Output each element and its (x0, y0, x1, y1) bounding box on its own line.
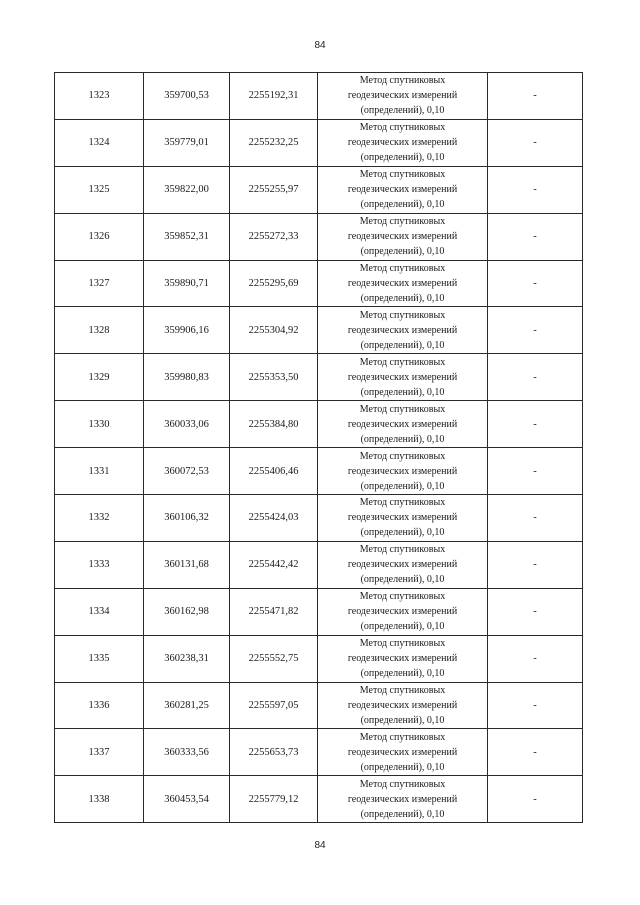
method-line: геодезических измерений (347, 184, 458, 196)
point-number-cell: 1333 (55, 541, 144, 588)
coordinate-x-cell: 360106,32 (144, 495, 230, 542)
method-cell (318, 635, 488, 682)
coordinate-x-cell: 360333,56 (144, 729, 230, 776)
method-line: геодезических измерений (347, 465, 458, 477)
note-cell: - (488, 354, 583, 401)
method-line: (определений), 0,10 (360, 574, 445, 586)
point-number-cell: 1330 (55, 401, 144, 448)
method-line: (определений), 0,10 (360, 246, 445, 258)
table-row (55, 588, 583, 635)
page-number-top: 84 (314, 40, 326, 51)
point-number-cell: 1337 (55, 729, 144, 776)
method-line: геодезических измерений (347, 606, 458, 618)
method-cell (318, 213, 488, 260)
method-line: Метод спутниковых (359, 778, 446, 790)
coordinate-x-cell: 359906,16 (144, 307, 230, 354)
method-line: (определений), 0,10 (360, 621, 445, 633)
coordinates-table-body (55, 73, 583, 823)
note-cell: - (488, 729, 583, 776)
method-line: (определений), 0,10 (360, 152, 445, 164)
method-cell (318, 354, 488, 401)
coordinate-x-cell: 360131,68 (144, 541, 230, 588)
note-cell: - (488, 541, 583, 588)
table-row (55, 166, 583, 213)
method-line: (определений), 0,10 (360, 105, 445, 117)
point-number-cell: 1338 (55, 776, 144, 823)
coordinate-y-cell: 2255442,42 (230, 541, 318, 588)
method-line: (определений), 0,10 (360, 715, 445, 727)
coordinate-x-cell: 360281,25 (144, 682, 230, 729)
method-line: геодезических измерений (347, 371, 458, 383)
method-line: Метод спутниковых (359, 591, 446, 603)
table-row (55, 635, 583, 682)
method-cell (318, 119, 488, 166)
coordinate-y-cell: 2255471,82 (230, 588, 318, 635)
method-line: (определений), 0,10 (360, 293, 445, 304)
method-line: (определений), 0,10 (360, 386, 445, 398)
note-cell: - (488, 166, 583, 213)
note-cell: - (488, 401, 583, 448)
note-cell: - (488, 776, 583, 823)
note-cell: - (488, 73, 583, 120)
table-row (55, 73, 583, 120)
coordinate-x-cell: 360072,53 (144, 448, 230, 495)
point-number-cell: 1323 (55, 73, 144, 120)
method-line: геодезических измерений (347, 231, 458, 243)
coordinate-x-cell: 360453,54 (144, 776, 230, 823)
method-line: Метод спутниковых (359, 638, 446, 650)
table-row (55, 401, 583, 448)
method-line: геодезических измерений (347, 793, 458, 805)
method-line: геодезических измерений (347, 278, 458, 289)
method-line: Метод спутниковых (359, 75, 446, 87)
method-cell (318, 495, 488, 542)
table-row (55, 541, 583, 588)
note-cell: - (488, 119, 583, 166)
table-row (55, 776, 583, 823)
method-line: Метод спутниковых (359, 403, 446, 415)
method-line: Метод спутниковых (359, 263, 446, 274)
method-line: Метод спутниковых (359, 731, 446, 743)
method-line: геодезических измерений (347, 137, 458, 149)
coordinate-x-cell: 359852,31 (144, 213, 230, 260)
coordinate-y-cell: 2255384,80 (230, 401, 318, 448)
coordinates-table (54, 72, 583, 823)
note-cell: - (488, 682, 583, 729)
point-number-cell: 1334 (55, 588, 144, 635)
method-cell (318, 776, 488, 823)
coordinate-y-cell: 2255192,31 (230, 73, 318, 120)
coordinate-y-cell: 2255424,03 (230, 495, 318, 542)
point-number-cell: 1336 (55, 682, 144, 729)
table-row (55, 213, 583, 260)
method-line: Метод спутниковых (359, 544, 446, 556)
method-cell (318, 166, 488, 213)
method-line: (определений), 0,10 (360, 808, 445, 820)
method-line: геодезических измерений (347, 700, 458, 712)
note-cell: - (488, 495, 583, 542)
coordinate-y-cell: 2255779,12 (230, 776, 318, 823)
point-number-cell: 1328 (55, 307, 144, 354)
method-line: геодезических измерений (347, 559, 458, 571)
method-cell (318, 260, 488, 307)
method-line: Метод спутниковых (359, 309, 446, 321)
point-number-cell: 1331 (55, 448, 144, 495)
method-line: геодезических измерений (347, 90, 458, 102)
method-line: Метод спутниковых (359, 450, 446, 462)
method-cell (318, 307, 488, 354)
method-line: Метод спутниковых (359, 169, 446, 181)
method-line: Метод спутниковых (359, 685, 446, 697)
coordinate-x-cell: 359822,00 (144, 166, 230, 213)
method-cell (318, 588, 488, 635)
method-line: (определений), 0,10 (360, 480, 445, 492)
method-cell (318, 541, 488, 588)
method-line: (определений), 0,10 (360, 433, 445, 445)
method-line: геодезических измерений (347, 324, 458, 336)
point-number-cell: 1325 (55, 166, 144, 213)
coordinate-y-cell: 2255597,05 (230, 682, 318, 729)
page-number-bottom: 84 (314, 840, 326, 851)
method-line: геодезических измерений (347, 418, 458, 430)
table-row (55, 448, 583, 495)
method-line: (определений), 0,10 (360, 199, 445, 211)
note-cell: - (488, 448, 583, 495)
method-line: геодезических измерений (347, 512, 458, 524)
point-number-cell: 1327 (55, 260, 144, 307)
method-line: Метод спутниковых (359, 497, 446, 509)
coordinate-y-cell: 2255653,73 (230, 729, 318, 776)
method-line: Метод спутниковых (359, 356, 446, 368)
method-line: геодезических измерений (347, 653, 458, 665)
method-line: (определений), 0,10 (360, 668, 445, 680)
coordinate-y-cell: 2255232,25 (230, 119, 318, 166)
method-cell (318, 682, 488, 729)
coordinate-x-cell: 359779,01 (144, 119, 230, 166)
point-number-cell: 1324 (55, 119, 144, 166)
table-row (55, 260, 583, 307)
method-line: (определений), 0,10 (360, 761, 445, 773)
coordinate-y-cell: 2255552,75 (230, 635, 318, 682)
coordinate-x-cell: 360033,06 (144, 401, 230, 448)
method-line: Метод спутниковых (359, 122, 446, 134)
method-cell (318, 729, 488, 776)
table-row (55, 307, 583, 354)
coordinate-x-cell: 360162,98 (144, 588, 230, 635)
point-number-cell: 1335 (55, 635, 144, 682)
note-cell: - (488, 213, 583, 260)
coordinate-y-cell: 2255406,46 (230, 448, 318, 495)
note-cell: - (488, 260, 583, 307)
method-line: (определений), 0,10 (360, 339, 445, 351)
point-number-cell: 1329 (55, 354, 144, 401)
method-cell (318, 73, 488, 120)
table-row (55, 354, 583, 401)
coordinate-y-cell: 2255255,97 (230, 166, 318, 213)
table-row (55, 682, 583, 729)
coordinate-x-cell: 359700,53 (144, 73, 230, 120)
coordinate-x-cell: 360238,31 (144, 635, 230, 682)
note-cell: - (488, 635, 583, 682)
note-cell: - (488, 588, 583, 635)
method-line: геодезических измерений (347, 746, 458, 758)
point-number-cell: 1332 (55, 495, 144, 542)
method-line: Метод спутниковых (359, 216, 446, 228)
method-cell (318, 448, 488, 495)
coordinate-y-cell: 2255304,92 (230, 307, 318, 354)
coordinate-x-cell: 359890,71 (144, 260, 230, 307)
method-cell (318, 401, 488, 448)
method-line: (определений), 0,10 (360, 527, 445, 539)
coordinate-y-cell: 2255353,50 (230, 354, 318, 401)
table-row (55, 729, 583, 776)
coordinate-y-cell: 2255272,33 (230, 213, 318, 260)
coordinate-x-cell: 359980,83 (144, 354, 230, 401)
coordinate-y-cell: 2255295,69 (230, 260, 318, 307)
point-number-cell: 1326 (55, 213, 144, 260)
note-cell: - (488, 307, 583, 354)
table-row (55, 119, 583, 166)
table-row (55, 495, 583, 542)
